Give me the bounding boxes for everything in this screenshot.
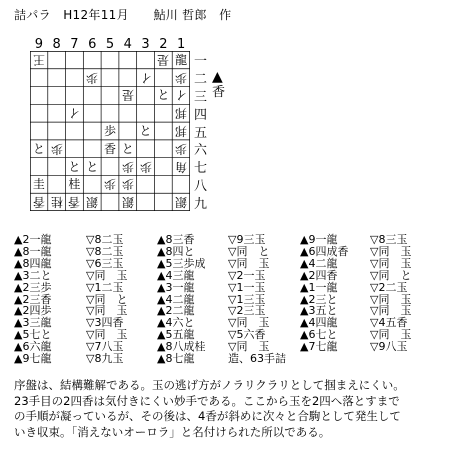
row-label: 一 bbox=[194, 54, 208, 70]
move-entry: ▽同 玉 bbox=[228, 316, 270, 330]
board-piece bbox=[101, 122, 119, 140]
board-piece bbox=[30, 193, 48, 211]
move-entry: ▽同 玉 bbox=[228, 256, 270, 270]
column-label: 3 bbox=[141, 37, 150, 52]
move-entry: ▲5五龍 bbox=[157, 328, 195, 342]
board-piece bbox=[172, 122, 190, 140]
move-entry: ▽8三玉 bbox=[370, 233, 408, 246]
move-entry: ▲3三龍 bbox=[14, 316, 52, 330]
piece-label: 香 bbox=[68, 195, 81, 210]
move-entry: ▽3四香 bbox=[86, 316, 124, 330]
comment-line: 序盤は、結構難解である。玉の逃げ方がノラリクラリとして掴まえにくい。 bbox=[14, 378, 405, 392]
board-piece bbox=[66, 158, 84, 176]
move-entry: ▽8九玉 bbox=[86, 352, 124, 365]
move-entry: ▽1二玉 bbox=[86, 280, 124, 294]
move-entry: ▲3一龍 bbox=[157, 280, 195, 294]
column-label: 7 bbox=[70, 37, 79, 52]
column-label: 5 bbox=[105, 37, 115, 52]
move-entry: ▽4五香 bbox=[370, 316, 408, 330]
move-entry: ▲3五と bbox=[300, 304, 338, 318]
row-label: 四 bbox=[194, 107, 208, 123]
move-entry: ▲8七龍 bbox=[157, 352, 195, 365]
board-piece bbox=[137, 122, 155, 140]
piece-label: 銀 bbox=[121, 195, 134, 210]
board-piece bbox=[48, 140, 66, 158]
piece-label: 圭 bbox=[32, 177, 45, 192]
board-piece bbox=[154, 87, 172, 105]
move-entry: ▽同 玉 bbox=[86, 304, 128, 318]
move-entry: 造、63手詰 bbox=[228, 352, 286, 365]
board-piece bbox=[30, 51, 48, 69]
board-piece bbox=[66, 104, 84, 122]
column-label: 8 bbox=[52, 37, 61, 52]
move-entry: ▲8一龍 bbox=[14, 244, 52, 258]
board-piece bbox=[119, 193, 137, 211]
column-label: 4 bbox=[123, 37, 132, 52]
row-label: 七 bbox=[194, 161, 208, 177]
piece-label: と bbox=[139, 123, 152, 138]
move-entry: ▲8四龍 bbox=[14, 256, 52, 270]
move-entry: ▽同 玉 bbox=[228, 340, 270, 354]
piece-label: 歩 bbox=[103, 177, 116, 192]
piece-label: 香 bbox=[32, 195, 45, 210]
shogi-board bbox=[30, 51, 190, 211]
move-entry: ▲8四と bbox=[157, 244, 195, 258]
board-piece bbox=[172, 51, 190, 69]
board-piece bbox=[154, 51, 172, 69]
move-entry: ▽同 玉 bbox=[370, 292, 412, 306]
move-list bbox=[14, 234, 444, 364]
piece-label: 香 bbox=[103, 141, 116, 156]
piece-label: 歩 bbox=[139, 159, 152, 174]
move-entry: ▽同 と bbox=[370, 268, 412, 282]
move-entry: ▲2三歩 bbox=[14, 280, 52, 294]
board-piece bbox=[101, 175, 119, 193]
move-entry: ▲2四香 bbox=[300, 268, 338, 282]
piece-label: 龍 bbox=[175, 52, 188, 67]
move-entry: ▽同 玉 bbox=[86, 328, 128, 342]
move-entry: ▽同 玉 bbox=[370, 256, 412, 270]
piece-label: イ bbox=[68, 106, 81, 121]
board-piece bbox=[137, 158, 155, 176]
move-entry: ▽1一玉 bbox=[228, 280, 266, 294]
row-label: 二 bbox=[194, 72, 208, 88]
column-label: 6 bbox=[88, 37, 97, 52]
board-piece bbox=[119, 158, 137, 176]
comment-line: の手順が凝っているが、その後は、4香が斜めに次々と合駒として発生して bbox=[14, 409, 401, 423]
move-entry: ▲5三歩成 bbox=[157, 256, 206, 270]
row-label: 八 bbox=[194, 178, 208, 194]
move-entry: ▽同 玉 bbox=[370, 244, 412, 258]
move-entry: ▽5六香 bbox=[228, 328, 266, 342]
piece-label: 角 bbox=[175, 159, 188, 174]
move-entry: ▽8二玉 bbox=[86, 244, 124, 258]
board-piece bbox=[101, 140, 119, 158]
hand-pieces: 香 bbox=[212, 85, 226, 100]
row-label: 九 bbox=[194, 196, 208, 212]
piece-label: と bbox=[32, 141, 45, 156]
board-piece bbox=[172, 87, 190, 105]
move-entry: ▲6四成香 bbox=[300, 244, 349, 258]
piece-label: と bbox=[86, 159, 99, 174]
board-piece bbox=[48, 193, 66, 211]
piece-label: 桂 bbox=[50, 195, 63, 210]
move-entry: ▲2三香 bbox=[14, 292, 52, 306]
row-label: 六 bbox=[194, 143, 208, 159]
board-piece bbox=[30, 140, 48, 158]
column-label: 1 bbox=[176, 37, 186, 52]
piece-label: 是 bbox=[121, 88, 134, 103]
piece-label: 桂 bbox=[68, 177, 81, 192]
board-piece bbox=[119, 87, 137, 105]
move-entry: ▽同 玉 bbox=[86, 268, 128, 282]
move-entry: ▽9八玉 bbox=[370, 340, 408, 354]
move-entry: ▲9一龍 bbox=[300, 233, 338, 246]
piece-label: と bbox=[68, 159, 81, 174]
move-entry: ▲4二龍 bbox=[300, 256, 338, 270]
board-piece bbox=[172, 104, 190, 122]
move-entry: ▲6六龍 bbox=[14, 340, 52, 354]
board-piece bbox=[137, 69, 155, 87]
move-entry: ▲5七と bbox=[14, 328, 52, 342]
piece-label: 歩 bbox=[50, 141, 63, 156]
move-entry: ▽同 と bbox=[86, 292, 128, 306]
comment-line: 23手目の2四香は気付きにくい妙手である。ここから玉を2四へ落とすまで bbox=[14, 393, 400, 408]
row-label: 三 bbox=[194, 89, 208, 105]
board-piece bbox=[30, 175, 48, 193]
piece-label: 銀 bbox=[86, 195, 99, 210]
move-entry: ▽8二玉 bbox=[86, 233, 124, 246]
board-piece bbox=[172, 69, 190, 87]
move-entry: ▽7八玉 bbox=[86, 340, 124, 354]
board-piece bbox=[83, 69, 101, 87]
board-piece bbox=[119, 140, 137, 158]
move-entry: ▲4四龍 bbox=[300, 316, 338, 330]
move-entry: ▽9三玉 bbox=[228, 233, 266, 246]
piece-label: 歩 bbox=[175, 141, 188, 156]
pieces-in-hand bbox=[212, 70, 225, 99]
move-entry: ▲4六と bbox=[157, 316, 195, 330]
piece-label: 王 bbox=[32, 52, 45, 67]
board-piece bbox=[66, 193, 84, 211]
move-entry: ▽2三玉 bbox=[228, 304, 266, 318]
comment-line: いき収束。「消えないオーロラ」と名付けられた所以である。 bbox=[14, 424, 331, 439]
board-piece bbox=[83, 193, 101, 211]
move-entry: ▲2三と bbox=[300, 292, 338, 306]
commentary bbox=[14, 378, 444, 440]
move-entry: ▲1一龍 bbox=[300, 280, 338, 294]
board-piece bbox=[172, 158, 190, 176]
move-entry: ▲8八成桂 bbox=[157, 340, 206, 354]
move-entry: ▽6三玉 bbox=[86, 256, 124, 270]
column-label: 9 bbox=[34, 37, 44, 52]
board-piece bbox=[66, 175, 84, 193]
move-entry: ▽同 と bbox=[228, 244, 270, 258]
sente-marker-icon: ▲ bbox=[212, 69, 223, 85]
move-entry: ▲7七龍 bbox=[300, 340, 338, 354]
move-entry: ▲9七龍 bbox=[14, 352, 52, 365]
move-entry: ▽2二玉 bbox=[370, 280, 408, 294]
piece-label: 歩 bbox=[121, 177, 134, 192]
piece-label: 歩 bbox=[175, 70, 188, 85]
problem-title: 詰パラ H12年11月 鮎川 哲郎 作 bbox=[14, 8, 232, 22]
piece-label: と bbox=[121, 141, 134, 156]
move-entry: ▲2一龍 bbox=[14, 233, 52, 246]
piece-label: と bbox=[157, 88, 170, 103]
piece-label: イ bbox=[139, 70, 152, 85]
move-entry: ▽1三玉 bbox=[228, 292, 266, 306]
piece-label: 邦 bbox=[175, 106, 188, 121]
column-labels bbox=[30, 37, 190, 51]
move-entry: ▽同 玉 bbox=[370, 328, 412, 342]
move-entry: ▲2四歩 bbox=[14, 304, 52, 318]
piece-label: 銀 bbox=[175, 195, 188, 210]
row-labels bbox=[194, 51, 210, 211]
board-piece bbox=[172, 140, 190, 158]
row-label: 五 bbox=[194, 125, 208, 141]
move-entry: ▲8三香 bbox=[157, 233, 195, 246]
move-entry: ▲3二と bbox=[14, 268, 52, 282]
board-piece bbox=[172, 193, 190, 211]
move-entry: ▲4二龍 bbox=[157, 292, 195, 306]
move-entry: ▽2一玉 bbox=[228, 268, 266, 282]
board-piece bbox=[83, 158, 101, 176]
piece-label: 歩 bbox=[86, 70, 99, 85]
board-piece bbox=[119, 175, 137, 193]
column-label: 2 bbox=[159, 37, 168, 52]
piece-label: イ bbox=[175, 88, 188, 103]
piece-label: 邦 bbox=[175, 123, 188, 138]
move-entry: ▽同 玉 bbox=[370, 304, 412, 318]
move-entry: ▲2二龍 bbox=[157, 304, 195, 318]
move-entry: ▲6七と bbox=[300, 328, 338, 342]
move-entry: ▲4三龍 bbox=[157, 268, 195, 282]
piece-label: 歩 bbox=[103, 123, 116, 138]
piece-label: 歩 bbox=[121, 159, 134, 174]
piece-label: 是 bbox=[157, 52, 170, 67]
